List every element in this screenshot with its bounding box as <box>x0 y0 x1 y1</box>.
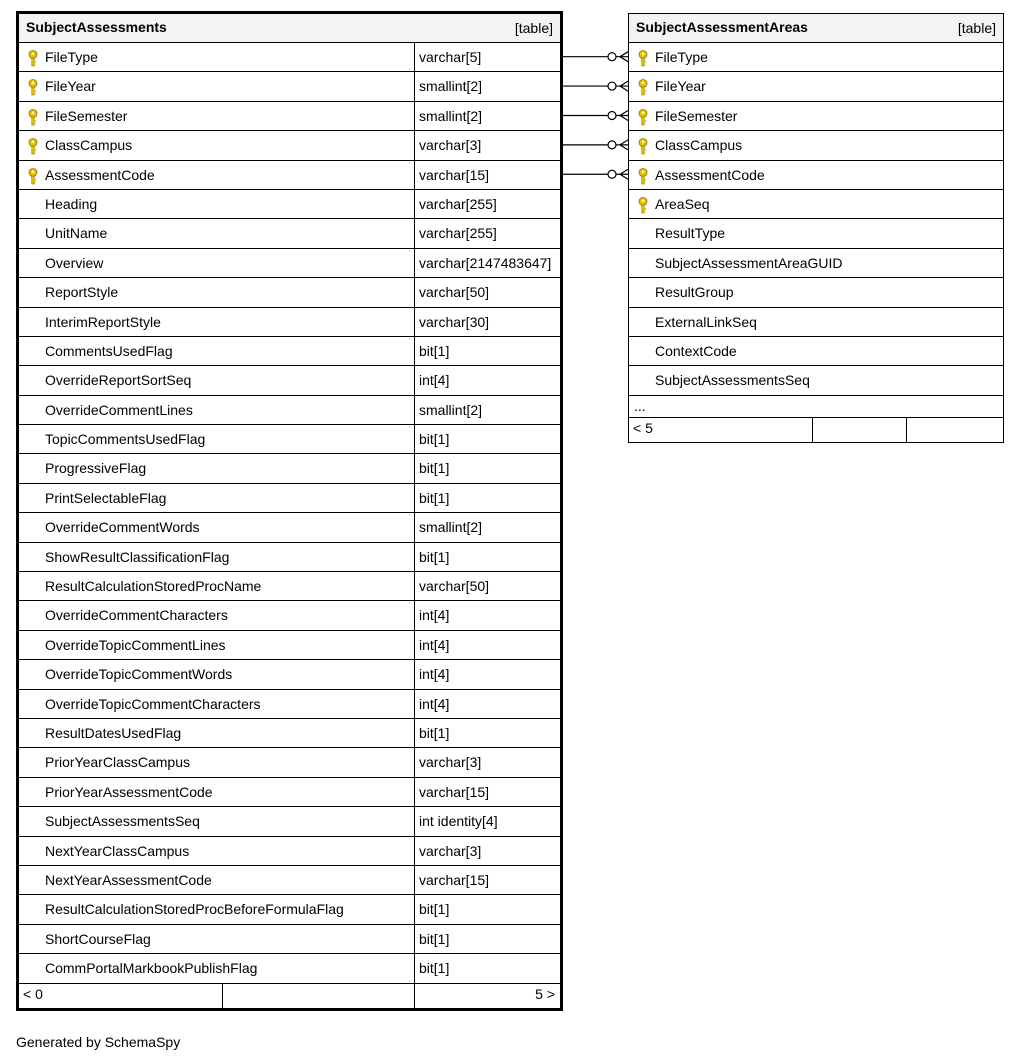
column-name: FileSemester <box>655 107 738 124</box>
column-name: NextYearClassCampus <box>45 842 190 859</box>
column-name: PriorYearAssessmentCode <box>45 783 213 800</box>
column-name: OverrideTopicCommentCharacters <box>45 695 261 712</box>
column-name: CommPortalMarkbookPublishFlag <box>45 960 258 977</box>
column-name: AssessmentCode <box>45 166 155 183</box>
more-columns-ellipsis: ... <box>629 396 1003 418</box>
column-name: Overview <box>45 254 104 271</box>
column-name: SubjectAssessmentsSeq <box>655 372 810 389</box>
column-type: smallint[2] <box>419 78 483 95</box>
column-name: AreaSeq <box>655 195 710 212</box>
relationship-connector <box>563 169 628 179</box>
table-name: SubjectAssessments <box>26 19 167 35</box>
column-type: bit[1] <box>419 930 450 947</box>
column-type: int[4] <box>419 666 450 683</box>
column-type: bit[1] <box>419 960 450 977</box>
column-type: bit[1] <box>419 460 450 477</box>
column-name: OverrideCommentWords <box>45 519 200 536</box>
column-name: ShowResultClassificationFlag <box>45 548 230 565</box>
column-name: OverrideReportSortSeq <box>45 372 192 389</box>
column-name: NextYearAssessmentCode <box>45 871 212 888</box>
column-type: varchar[30] <box>419 313 490 330</box>
column-type: bit[1] <box>419 548 450 565</box>
column-name: ExternalLinkSeq <box>655 313 757 330</box>
column-name: OverrideTopicCommentWords <box>45 666 233 683</box>
column-name: SubjectAssessmentAreaGUID <box>655 254 843 271</box>
generator-credit: Generated by SchemaSpy <box>16 1034 181 1050</box>
column-name: ClassCampus <box>655 137 743 154</box>
column-name: FileType <box>45 49 98 65</box>
column-name: ClassCampus <box>45 137 133 154</box>
column-name: FileType <box>655 49 708 65</box>
column-type: int[4] <box>419 636 450 653</box>
relationship-connector <box>563 81 628 91</box>
column-type: int[4] <box>419 372 450 389</box>
column-name: ResultCalculationStoredProcBeforeFormulaFlag <box>45 901 344 918</box>
column-name: ResultType <box>655 225 726 242</box>
column-type: varchar[5] <box>419 49 482 65</box>
column-type: varchar[50] <box>419 578 490 595</box>
column-type: varchar[3] <box>419 754 482 771</box>
relationship-connector <box>563 52 628 62</box>
column-type: varchar[15] <box>419 783 490 800</box>
column-type: smallint[2] <box>419 401 483 418</box>
column-name: CommentsUsedFlag <box>45 342 173 359</box>
column-name: UnitName <box>45 225 108 242</box>
column-name: ResultCalculationStoredProcName <box>45 578 262 595</box>
column-name: PriorYearClassCampus <box>45 754 190 771</box>
column-name: PrintSelectableFlag <box>45 489 167 506</box>
column-type: bit[1] <box>419 901 450 918</box>
table-kind: [table] <box>957 20 996 36</box>
column-type: bit[1] <box>419 489 450 506</box>
column-name: SubjectAssessmentsSeq <box>45 813 200 830</box>
column-type: varchar[15] <box>419 166 490 183</box>
column-name: OverrideTopicCommentLines <box>45 636 226 653</box>
table-kind: [table] <box>514 20 553 36</box>
column-type: varchar[255] <box>419 225 497 242</box>
column-type: varchar[255] <box>419 195 497 212</box>
column-type: int[4] <box>419 607 450 624</box>
column-type: varchar[50] <box>419 284 490 301</box>
column-name: AssessmentCode <box>655 166 765 183</box>
table-name: SubjectAssessmentAreas <box>636 19 808 35</box>
column-name: ResultGroup <box>655 284 734 301</box>
column-type: bit[1] <box>419 431 450 448</box>
column-type: smallint[2] <box>419 107 483 124</box>
column-type: bit[1] <box>419 724 450 741</box>
column-name: Heading <box>45 195 98 212</box>
column-type: varchar[3] <box>419 137 482 154</box>
footer-children-count: 5 > <box>535 985 555 1002</box>
column-name: FileSemester <box>45 107 128 124</box>
column-name: OverrideCommentCharacters <box>45 607 228 624</box>
column-type: int identity[4] <box>419 813 498 830</box>
column-name: ShortCourseFlag <box>45 930 151 947</box>
column-name: FileYear <box>45 78 96 95</box>
footer-parents-count: < 0 <box>19 984 223 1008</box>
column-name: OverrideCommentLines <box>45 401 193 418</box>
column-type: varchar[3] <box>419 842 482 859</box>
column-name: ProgressiveFlag <box>45 460 147 477</box>
column-type: bit[1] <box>419 342 450 359</box>
column-name: FileYear <box>655 78 706 95</box>
column-name: ReportStyle <box>45 284 119 301</box>
column-type: varchar[2147483647] <box>419 254 552 271</box>
column-type: varchar[15] <box>419 871 490 888</box>
column-type: int[4] <box>419 695 450 712</box>
column-type: smallint[2] <box>419 519 483 536</box>
column-name: ResultDatesUsedFlag <box>45 724 182 741</box>
column-name: TopicCommentsUsedFlag <box>45 431 206 448</box>
relationship-connector <box>563 110 628 120</box>
column-name: InterimReportStyle <box>45 313 161 330</box>
footer-parents-count: < 5 <box>629 418 813 442</box>
relationship-connector <box>563 140 628 150</box>
column-name: ContextCode <box>655 342 737 359</box>
